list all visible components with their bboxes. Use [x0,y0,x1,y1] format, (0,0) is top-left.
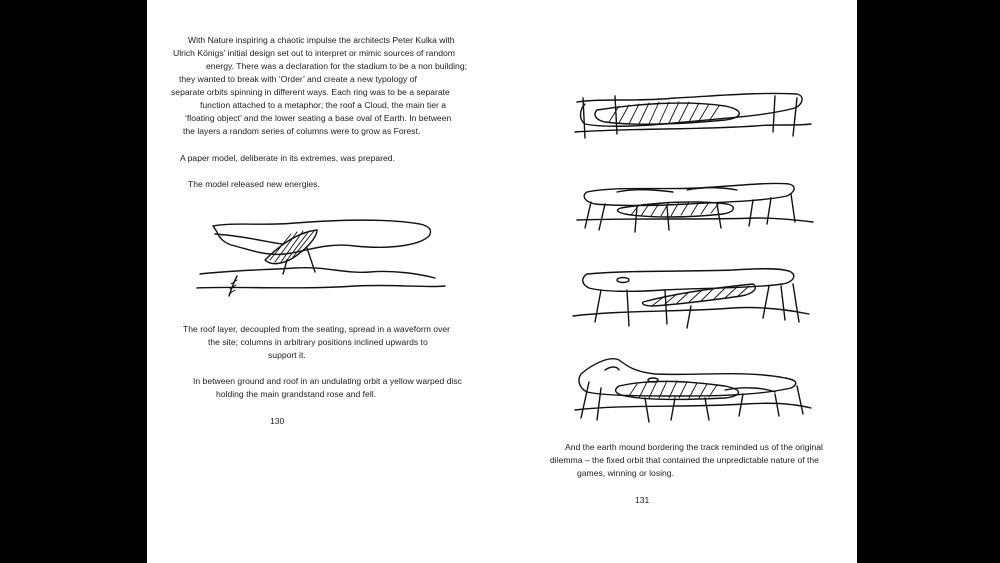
p1-line-5: separate orbits spinning in different ways. Each ring was to be a separate [171,87,450,97]
caption-line-2: dilemma – the fixed orbit that contained the unpredictable nature of the [550,455,819,465]
book-spread [147,0,857,563]
p1-line-8: the layers a random series of columns were to grow as Forest. [183,126,421,136]
p1-line-7: ‘floating object’ and the lower seating a base oval of Earth. In between [185,113,452,123]
p1-line-4: they wanted to break with ‘Order’ and create a new typology of [179,74,417,84]
caption-line-3: games, winning or losing. [577,468,674,478]
sketch-4 [575,352,815,424]
p3-line-1: The model released new energies. [188,179,320,189]
left-page-number: 130 [270,416,285,426]
sketch-1 [575,88,815,146]
p4-line-1: The roof layer, decoupled from the seating, spread in a waveform over [183,324,451,334]
p4-line-2: the site; columns in arbitrary positions inclined upwards to [208,337,428,347]
p5-line-2: holding the main grandstand rose and fell. [216,389,377,399]
p1-line-2: Ulrich Königs’ initial design set out to interpret or mimic sources of random [173,48,455,58]
p1-line-3: energy. There was a declaration for the stadium to be a non building; [206,61,467,71]
p1-line-1: With Nature inspiring a chaotic impulse the architects Peter Kulka with [188,35,455,45]
p2-line-1: A paper model, deliberate in its extremes, was prepared. [180,153,395,163]
p4-line-3: support it. [268,350,306,360]
caption-line-1: And the earth mound bordering the track reminded us of the original [565,442,823,452]
sketch-3 [573,262,813,332]
p1-line-6: function attached to a metaphor; the roof a Cloud, the main tier a [200,100,447,110]
paper-model-sketch [195,212,455,302]
p5-line-1: In between ground and roof in an undulating orbit a yellow warped disc [193,376,462,386]
right-page-number: 131 [635,495,650,505]
sketch-2 [577,178,817,240]
